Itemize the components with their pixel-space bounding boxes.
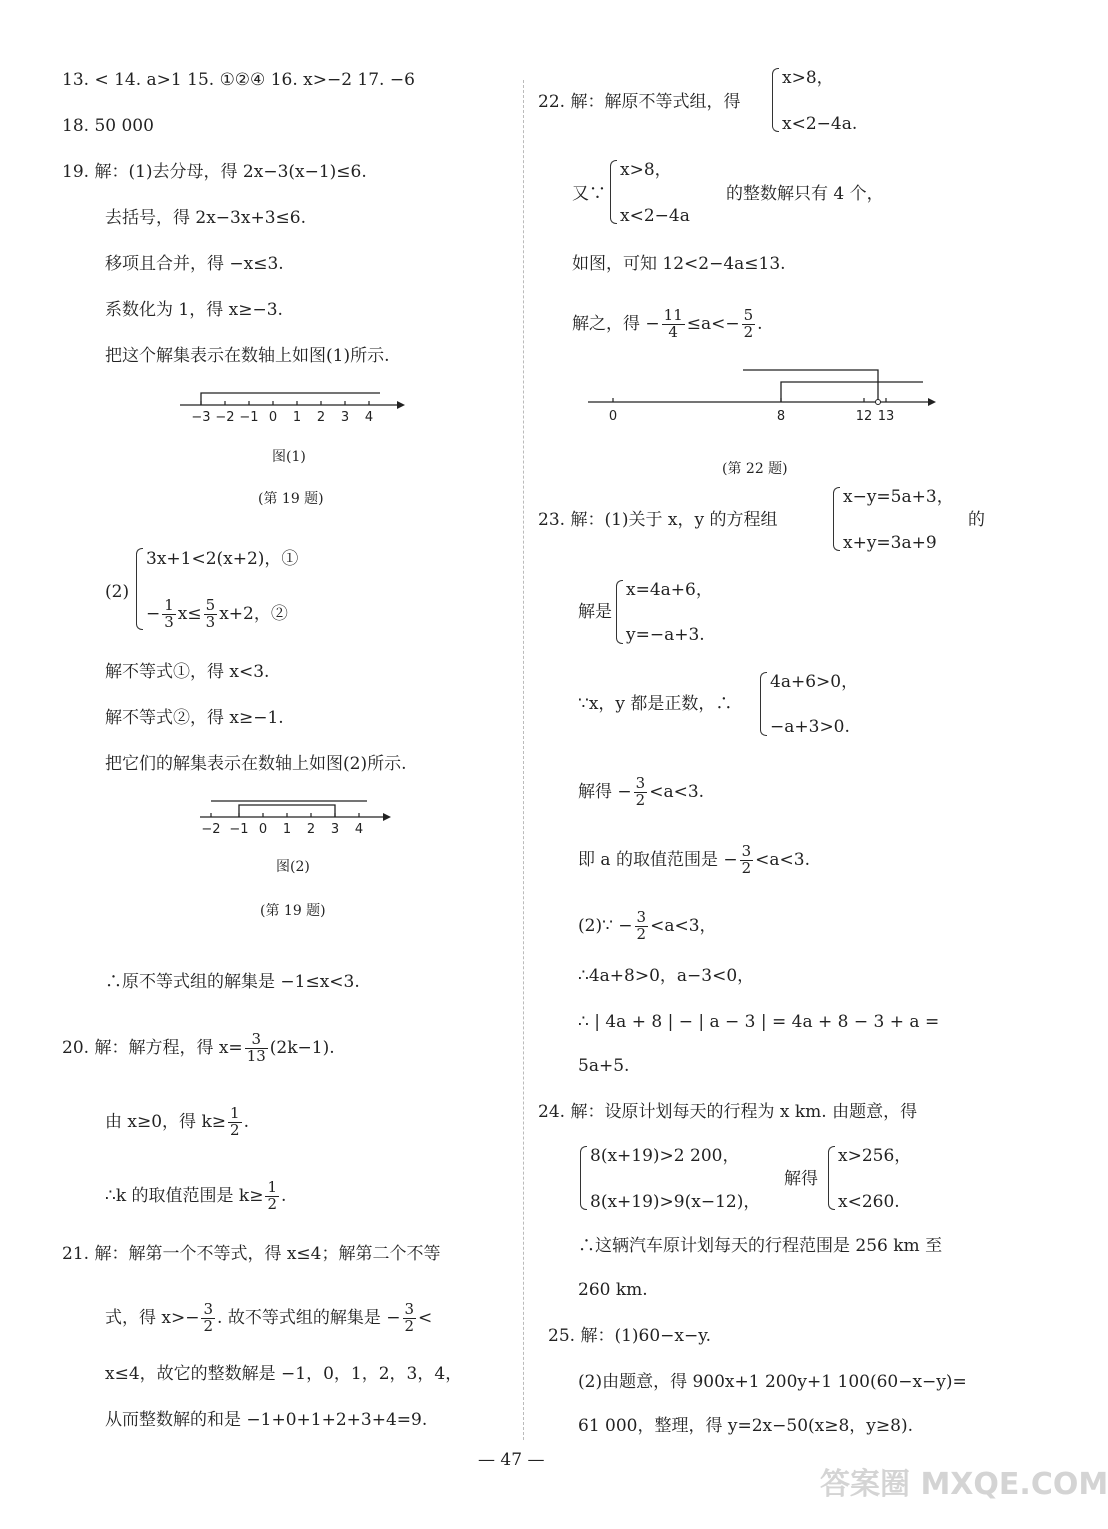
q21-line1: 21. 解：解第一个不等式，得 x≤4；解第二个不等 <box>62 1244 441 1264</box>
brace-q24-result <box>828 1146 835 1210</box>
tick-label: 2 <box>306 822 316 837</box>
q23-sol-eq1: x=4a+6， <box>626 580 713 600</box>
q24-eq2: 8(x+19)>9(x−12)， <box>590 1192 761 1212</box>
q19-2-eq2: − $\frac{1}{3}$ x≤ $\frac{5}{3}$ x+2，② <box>146 596 288 631</box>
tick-label: 0 <box>608 409 618 424</box>
number-line-fig3 <box>583 362 943 430</box>
q23-2-line2: ∴4a+8>0，a−3<0， <box>578 966 755 986</box>
brace-q23-pos <box>760 672 767 736</box>
q20-line1: 20. 解：解方程，得 x= $\frac{3}{13}$ (2k−1). <box>62 1030 335 1065</box>
q19-2-s3: 把它们的解集表示在数轴上如图(2)所示. <box>105 754 407 774</box>
q24-conclusion2: 260 km. <box>578 1280 648 1300</box>
q23-s2: 即 a 的取值范围是 − $\frac{3}{2}$ <a<3. <box>578 842 810 877</box>
q24-res2: x<260. <box>838 1192 900 1212</box>
brace-q22-also <box>610 160 617 224</box>
tick-label: −1 <box>239 410 259 425</box>
q21-line4: 从而整数解的和是 −1+0+1+2+3+4=9. <box>105 1410 428 1430</box>
q19-line4: 系数化为 1，得 x≥−3. <box>105 300 283 320</box>
q23-pos-eq1: 4a+6>0， <box>770 672 859 692</box>
q19-line3: 移项且合并，得 −x≤3. <box>105 254 284 274</box>
q24-res1: x>256， <box>838 1146 912 1166</box>
q24-eq1: 8(x+19)>2 200， <box>590 1146 740 1166</box>
q19-line2: 去括号，得 2x−3x+3≤6. <box>105 208 306 228</box>
q25-line2: (2)由题意，得 900x+1 200y+1 100(60−x−y)= <box>578 1372 967 1392</box>
q23-2-line3: ∴ | 4a + 8 | − | a − 3 | = 4a + 8 − 3 + a = <box>578 1012 940 1032</box>
q24-mid: 解得 <box>784 1169 818 1189</box>
q22-s2: 解之，得 − $\frac{11}{4}$ ≤a<− $\frac{5}{2}$ . <box>572 306 763 341</box>
fig1-caption: (第 19 题) <box>258 491 324 507</box>
q22-line1: 22. 解：解原不等式组，得 <box>538 92 741 112</box>
brace-q22 <box>772 68 779 132</box>
tick-label: −1 <box>229 822 249 837</box>
fig1-label: 图(1) <box>272 449 306 465</box>
q25-line1: 25. 解：(1)60−x−y. <box>548 1326 711 1346</box>
q21-line2: 式，得 x>− $\frac{3}{2}$ . 故不等式组的解集是 − $\frac{3}{2}$ < <box>105 1300 433 1335</box>
q22-also-post: 的整数解只有 4 个， <box>726 184 884 204</box>
tick-label: 8 <box>776 409 786 424</box>
answer-18: 18. 50 000 <box>62 116 154 136</box>
q20-line2: 由 x≥0，得 k≥ $\frac{1}{2}$ . <box>105 1104 249 1139</box>
q25-line3: 61 000，整理，得 y=2x−50(x≥8，y≥8). <box>578 1416 913 1436</box>
tick-label: −2 <box>201 822 221 837</box>
q23-s1: 解得 − $\frac{3}{2}$ <a<3. <box>578 774 705 809</box>
tick-label: 1 <box>292 410 302 425</box>
q19-line1: 19. 解：(1)去分母，得 2x−3(x−1)≤6. <box>62 162 367 182</box>
tick-label: −2 <box>215 410 235 425</box>
tick-label: −3 <box>191 410 211 425</box>
fig3-caption: (第 22 题) <box>722 461 788 477</box>
tick-label: 0 <box>258 822 268 837</box>
page-number: — 47 — <box>478 1450 545 1470</box>
q19-line5: 把这个解集表示在数轴上如图(1)所示. <box>105 346 390 366</box>
q22-also-eq1: x>8， <box>620 160 672 180</box>
tick-label: 13 <box>877 409 895 424</box>
brace-q19-2 <box>136 548 143 630</box>
q22-eq1: x>8， <box>782 68 834 88</box>
tick-label: 3 <box>330 822 340 837</box>
brace-q24 <box>580 1146 587 1210</box>
q23-eq2: x+y=3a+9 <box>843 533 937 553</box>
brace-q23-sol <box>616 580 623 644</box>
q19-2-label: (2) <box>105 582 130 602</box>
tick-label: 4 <box>354 822 364 837</box>
q22-also: 又∵ <box>572 184 606 204</box>
tick-label: 12 <box>855 409 873 424</box>
q19-2-s2: 解不等式②，得 x≥−1. <box>105 708 284 728</box>
q19-2-eq1: 3x+1<2(x+2)，① <box>146 549 299 569</box>
tick-label: 0 <box>268 410 278 425</box>
q22-also-eq2: x<2−4a <box>620 206 690 226</box>
q22-s1: 如图，可知 12<2−4a≤13. <box>572 254 786 274</box>
q23-sol-label: 解是 <box>578 602 612 622</box>
q23-line1: 23. 解：(1)关于 x，y 的方程组 <box>538 510 778 530</box>
q23-sol-eq2: y=−a+3. <box>626 625 705 645</box>
q22-eq2: x<2−4a. <box>782 114 858 134</box>
q20-line3: ∴k 的取值范围是 k≥ $\frac{1}{2}$ . <box>105 1178 287 1213</box>
watermark-logo: 答案圈 MXQE.COM <box>820 1467 1108 1502</box>
fig2-label: 图(2) <box>276 859 310 875</box>
fig2-caption: (第 19 题) <box>260 903 326 919</box>
column-divider <box>523 80 524 1440</box>
q23-post: 的 <box>968 510 985 530</box>
tick-label: 1 <box>282 822 292 837</box>
q24-conclusion1: ∴这辆汽车原计划每天的行程范围是 256 km 至 <box>578 1236 943 1256</box>
tick-label: 4 <box>364 410 374 425</box>
answers-13-17: 13. < 14. a>1 15. ①②④ 16. x>−2 17. −6 <box>62 70 415 90</box>
number-line-fig2 <box>195 795 395 837</box>
q21-line3: x≤4，故它的整数解是 −1，0，1，2，3，4， <box>105 1364 463 1384</box>
q19-2-conclusion: ∴原不等式组的解集是 −1≤x<3. <box>105 972 360 992</box>
q23-pos-label: ∵x，y 都是正数，∴ <box>578 694 733 714</box>
number-line-fig1 <box>175 385 410 430</box>
q23-eq1: x−y=5a+3， <box>843 487 954 507</box>
q23-pos-eq2: −a+3>0. <box>770 717 850 737</box>
q19-2-s1: 解不等式①，得 x<3. <box>105 662 270 682</box>
brace-q23 <box>833 487 840 551</box>
tick-label: 2 <box>316 410 326 425</box>
q23-2-line4: 5a+5. <box>578 1056 630 1076</box>
tick-label: 3 <box>340 410 350 425</box>
q24-line1: 24. 解：设原计划每天的行程为 x km. 由题意，得 <box>538 1102 918 1122</box>
q23-2-line1: (2)∵ − $\frac{3}{2}$ <a<3， <box>578 908 717 943</box>
